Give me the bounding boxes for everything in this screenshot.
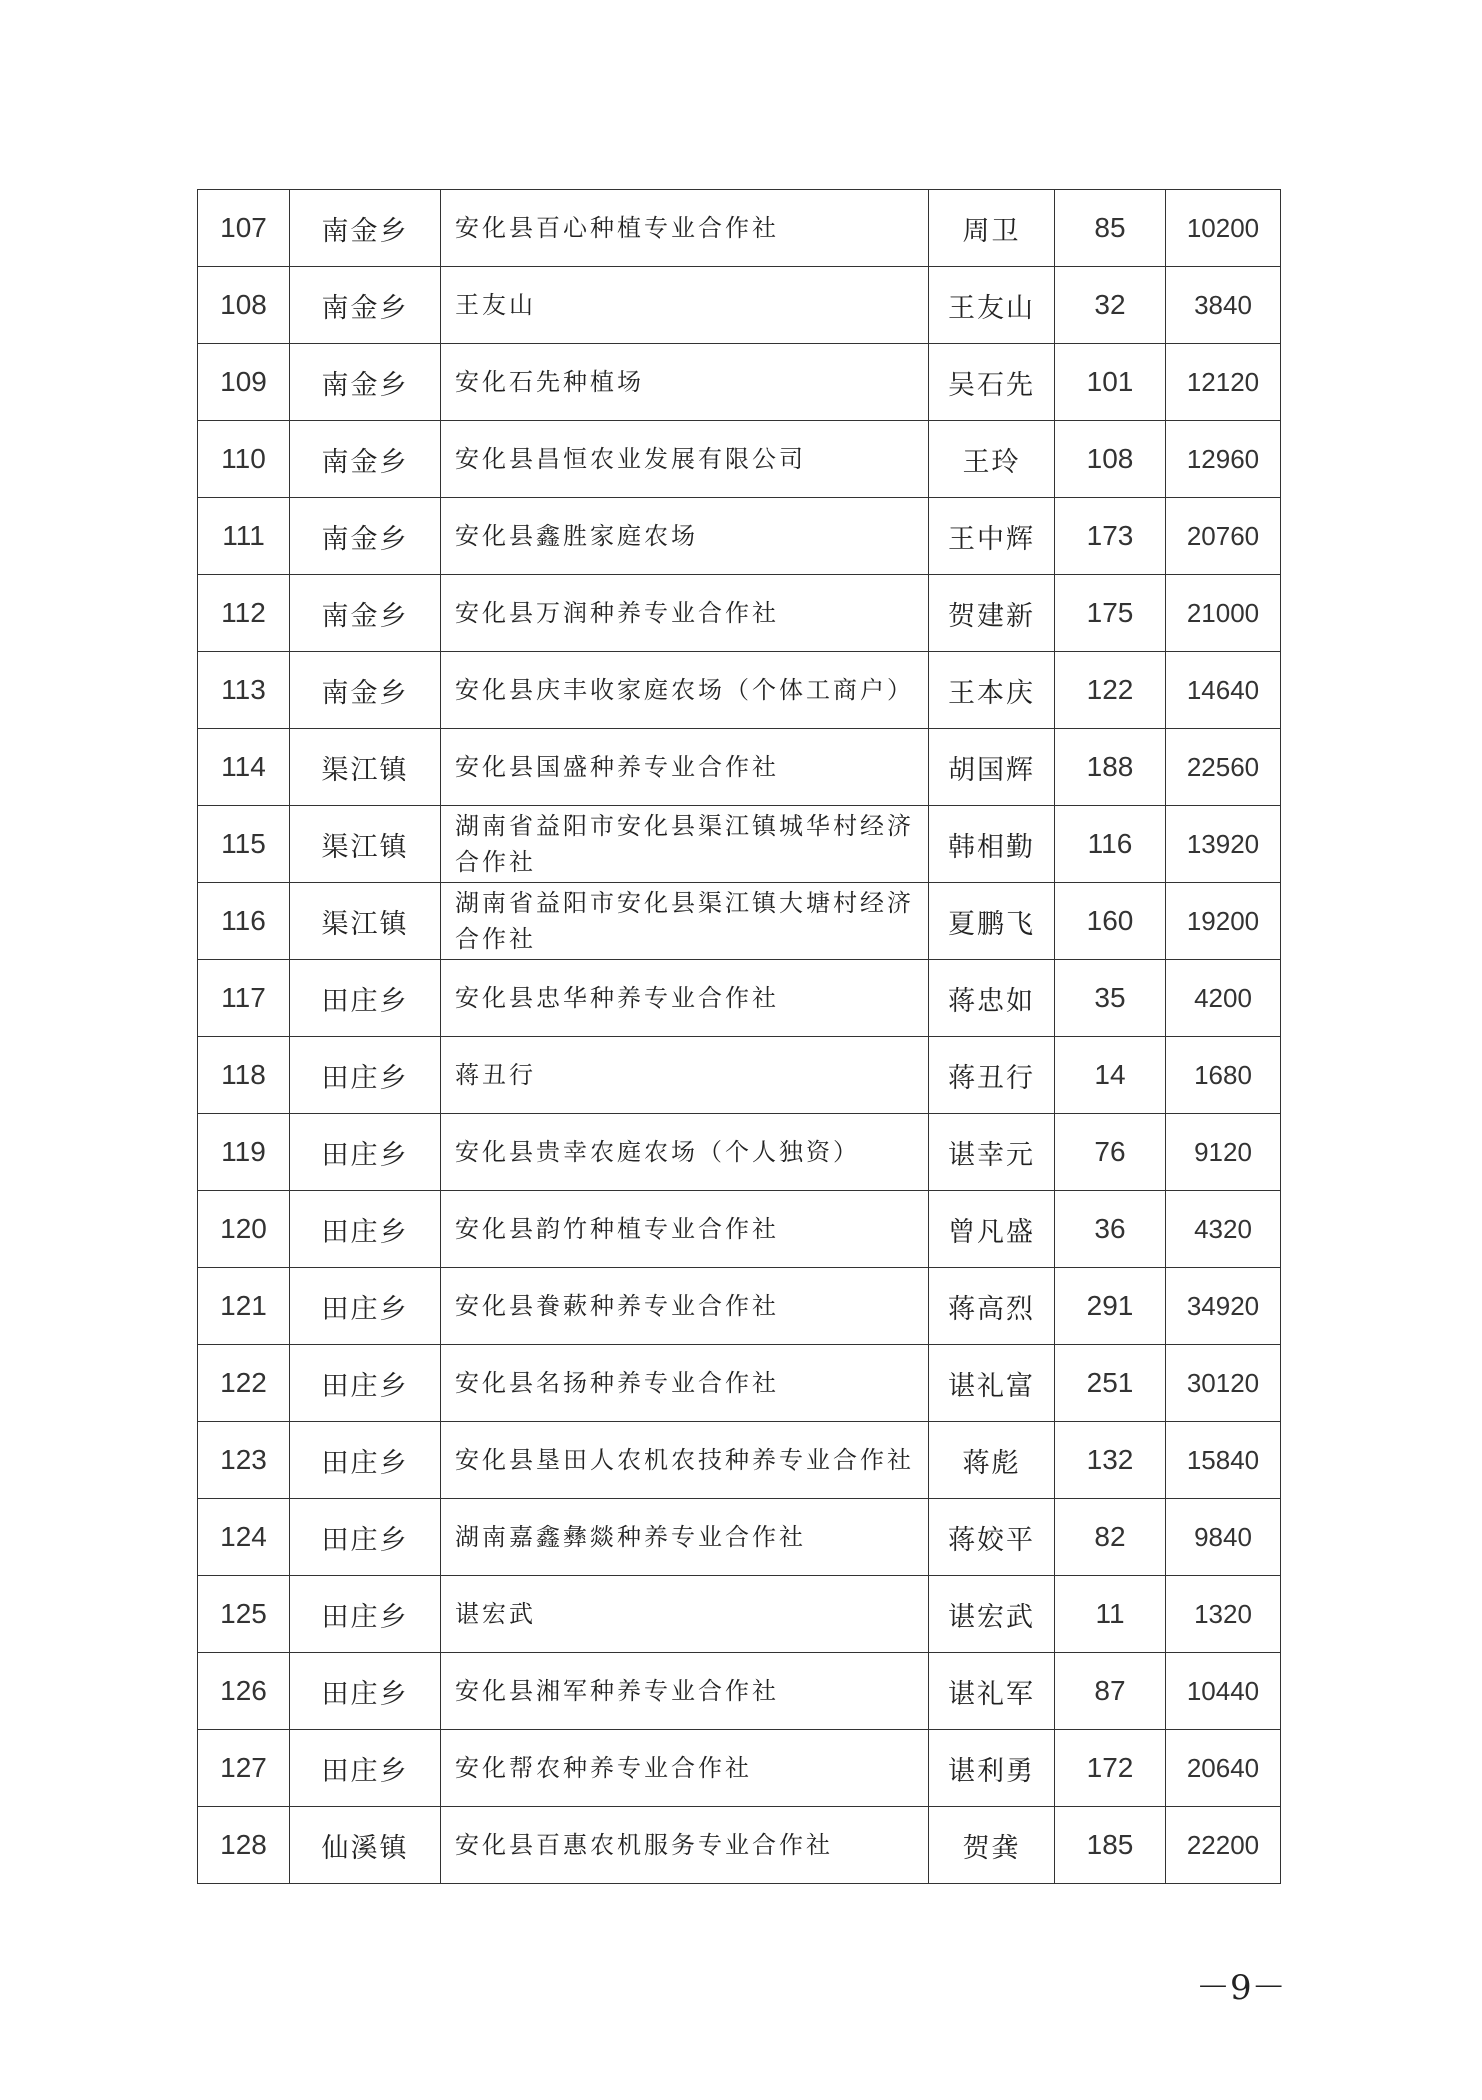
entity-name-cell: 蒋丑行	[441, 1037, 929, 1114]
row-number-cell: 126	[198, 1653, 290, 1730]
table-row	[198, 883, 1281, 960]
table-row	[198, 1576, 1281, 1653]
township-cell: 渠江镇	[290, 729, 441, 806]
amount-cell: 34920	[1166, 1268, 1281, 1345]
table-row	[198, 960, 1281, 1037]
amount-cell: 13920	[1166, 806, 1281, 883]
subsidy-table	[197, 189, 1281, 1884]
row-number-cell: 108	[198, 267, 290, 344]
row-number-cell: 120	[198, 1191, 290, 1268]
amount-cell: 14640	[1166, 652, 1281, 729]
township-cell: 田庄乡	[290, 1499, 441, 1576]
contact-person-cell: 曾凡盛	[929, 1191, 1055, 1268]
entity-name-cell: 安化帮农种养专业合作社	[441, 1730, 929, 1807]
contact-person-cell: 蒋彪	[929, 1422, 1055, 1499]
amount-cell: 12120	[1166, 344, 1281, 421]
table-row	[198, 1191, 1281, 1268]
amount-cell: 10440	[1166, 1653, 1281, 1730]
quantity-cell: 172	[1055, 1730, 1166, 1807]
entity-name-cell: 安化县垦田人农机农技种养专业合作社	[441, 1422, 929, 1499]
quantity-cell: 173	[1055, 498, 1166, 575]
quantity-cell: 87	[1055, 1653, 1166, 1730]
township-cell: 田庄乡	[290, 1191, 441, 1268]
amount-cell: 1680	[1166, 1037, 1281, 1114]
contact-person-cell: 谌幸元	[929, 1114, 1055, 1191]
row-number-cell: 107	[198, 190, 290, 267]
entity-name-cell: 安化县湘军种养专业合作社	[441, 1653, 929, 1730]
township-cell: 渠江镇	[290, 806, 441, 883]
row-number-cell: 112	[198, 575, 290, 652]
amount-cell: 15840	[1166, 1422, 1281, 1499]
entity-name-cell: 安化县万润种养专业合作社	[441, 575, 929, 652]
table-row	[198, 729, 1281, 806]
contact-person-cell: 蒋忠如	[929, 960, 1055, 1037]
contact-person-cell: 周卫	[929, 190, 1055, 267]
entity-name-cell: 安化县百惠农机服务专业合作社	[441, 1807, 929, 1884]
table-row	[198, 1114, 1281, 1191]
amount-cell: 20760	[1166, 498, 1281, 575]
township-cell: 田庄乡	[290, 1268, 441, 1345]
row-number-cell: 113	[198, 652, 290, 729]
quantity-cell: 35	[1055, 960, 1166, 1037]
entity-name-cell: 安化县韵竹种植专业合作社	[441, 1191, 929, 1268]
amount-cell: 10200	[1166, 190, 1281, 267]
table-row	[198, 498, 1281, 575]
quantity-cell: 32	[1055, 267, 1166, 344]
contact-person-cell: 王中辉	[929, 498, 1055, 575]
table-row	[198, 1730, 1281, 1807]
row-number-cell: 125	[198, 1576, 290, 1653]
table-row	[198, 1345, 1281, 1422]
amount-cell: 22560	[1166, 729, 1281, 806]
table-row	[198, 1037, 1281, 1114]
quantity-cell: 85	[1055, 190, 1166, 267]
township-cell: 南金乡	[290, 267, 441, 344]
contact-person-cell: 王本庆	[929, 652, 1055, 729]
amount-cell: 4200	[1166, 960, 1281, 1037]
entity-name-cell: 安化县国盛种养专业合作社	[441, 729, 929, 806]
contact-person-cell: 吴石先	[929, 344, 1055, 421]
row-number-cell: 116	[198, 883, 290, 960]
table-row	[198, 575, 1281, 652]
quantity-cell: 175	[1055, 575, 1166, 652]
contact-person-cell: 蒋姣平	[929, 1499, 1055, 1576]
entity-name-cell: 安化县鑫胜家庭农场	[441, 498, 929, 575]
table-row	[198, 1422, 1281, 1499]
quantity-cell: 76	[1055, 1114, 1166, 1191]
contact-person-cell: 韩相勤	[929, 806, 1055, 883]
township-cell: 田庄乡	[290, 1114, 441, 1191]
contact-person-cell: 谌礼富	[929, 1345, 1055, 1422]
quantity-cell: 188	[1055, 729, 1166, 806]
entity-name-cell: 安化县贵幸农庭农场（个人独资）	[441, 1114, 929, 1191]
amount-cell: 20640	[1166, 1730, 1281, 1807]
contact-person-cell: 谌宏武	[929, 1576, 1055, 1653]
quantity-cell: 108	[1055, 421, 1166, 498]
township-cell: 田庄乡	[290, 960, 441, 1037]
quantity-cell: 291	[1055, 1268, 1166, 1345]
row-number-cell: 119	[198, 1114, 290, 1191]
row-number-cell: 114	[198, 729, 290, 806]
amount-cell: 9840	[1166, 1499, 1281, 1576]
table-row	[198, 806, 1281, 883]
table-row	[198, 267, 1281, 344]
row-number-cell: 123	[198, 1422, 290, 1499]
page-number: －9－	[1196, 1968, 1286, 2008]
contact-person-cell: 贺建新	[929, 575, 1055, 652]
quantity-cell: 122	[1055, 652, 1166, 729]
contact-person-cell: 贺龚	[929, 1807, 1055, 1884]
entity-name-cell: 安化县名扬种养专业合作社	[441, 1345, 929, 1422]
amount-cell: 4320	[1166, 1191, 1281, 1268]
township-cell: 南金乡	[290, 575, 441, 652]
row-number-cell: 128	[198, 1807, 290, 1884]
row-number-cell: 111	[198, 498, 290, 575]
row-number-cell: 121	[198, 1268, 290, 1345]
contact-person-cell: 夏鹏飞	[929, 883, 1055, 960]
quantity-cell: 185	[1055, 1807, 1166, 1884]
row-number-cell: 124	[198, 1499, 290, 1576]
amount-cell: 1320	[1166, 1576, 1281, 1653]
quantity-cell: 11	[1055, 1576, 1166, 1653]
contact-person-cell: 胡国辉	[929, 729, 1055, 806]
contact-person-cell: 谌利勇	[929, 1730, 1055, 1807]
amount-cell: 3840	[1166, 267, 1281, 344]
row-number-cell: 117	[198, 960, 290, 1037]
amount-cell: 30120	[1166, 1345, 1281, 1422]
amount-cell: 19200	[1166, 883, 1281, 960]
entity-name-cell: 安化石先种植场	[441, 344, 929, 421]
amount-cell: 21000	[1166, 575, 1281, 652]
entity-name-cell: 谌宏武	[441, 1576, 929, 1653]
township-cell: 田庄乡	[290, 1576, 441, 1653]
table-row	[198, 1268, 1281, 1345]
row-number-cell: 109	[198, 344, 290, 421]
entity-name-cell: 王友山	[441, 267, 929, 344]
township-cell: 田庄乡	[290, 1730, 441, 1807]
amount-cell: 12960	[1166, 421, 1281, 498]
entity-name-cell: 安化县昌恒农业发展有限公司	[441, 421, 929, 498]
contact-person-cell: 蒋高烈	[929, 1268, 1055, 1345]
quantity-cell: 132	[1055, 1422, 1166, 1499]
entity-name-cell: 湖南省益阳市安化县渠江镇大塘村经济合作社	[441, 883, 929, 960]
entity-name-cell: 湖南嘉鑫彝燚种养专业合作社	[441, 1499, 929, 1576]
township-cell: 渠江镇	[290, 883, 441, 960]
quantity-cell: 116	[1055, 806, 1166, 883]
quantity-cell: 101	[1055, 344, 1166, 421]
table-row	[198, 1653, 1281, 1730]
entity-name-cell: 安化县百心种植专业合作社	[441, 190, 929, 267]
amount-cell: 22200	[1166, 1807, 1281, 1884]
township-cell: 田庄乡	[290, 1037, 441, 1114]
row-number-cell: 115	[198, 806, 290, 883]
township-cell: 南金乡	[290, 421, 441, 498]
township-cell: 田庄乡	[290, 1345, 441, 1422]
row-number-cell: 127	[198, 1730, 290, 1807]
table-row	[198, 190, 1281, 267]
contact-person-cell: 谌礼军	[929, 1653, 1055, 1730]
township-cell: 南金乡	[290, 344, 441, 421]
contact-person-cell: 王玲	[929, 421, 1055, 498]
table-row	[198, 1807, 1281, 1884]
entity-name-cell: 安化县忠华种养专业合作社	[441, 960, 929, 1037]
amount-cell: 9120	[1166, 1114, 1281, 1191]
entity-name-cell: 安化县庆丰收家庭农场（个体工商户）	[441, 652, 929, 729]
quantity-cell: 82	[1055, 1499, 1166, 1576]
entity-name-cell: 安化县飬蔌种养专业合作社	[441, 1268, 929, 1345]
table-row	[198, 421, 1281, 498]
table-row	[198, 652, 1281, 729]
quantity-cell: 14	[1055, 1037, 1166, 1114]
township-cell: 南金乡	[290, 652, 441, 729]
contact-person-cell: 王友山	[929, 267, 1055, 344]
quantity-cell: 36	[1055, 1191, 1166, 1268]
quantity-cell: 251	[1055, 1345, 1166, 1422]
row-number-cell: 110	[198, 421, 290, 498]
quantity-cell: 160	[1055, 883, 1166, 960]
row-number-cell: 122	[198, 1345, 290, 1422]
row-number-cell: 118	[198, 1037, 290, 1114]
table-row	[198, 1499, 1281, 1576]
township-cell: 仙溪镇	[290, 1807, 441, 1884]
entity-name-cell: 湖南省益阳市安化县渠江镇城华村经济合作社	[441, 806, 929, 883]
township-cell: 南金乡	[290, 498, 441, 575]
township-cell: 田庄乡	[290, 1422, 441, 1499]
township-cell: 田庄乡	[290, 1653, 441, 1730]
contact-person-cell: 蒋丑行	[929, 1037, 1055, 1114]
township-cell: 南金乡	[290, 190, 441, 267]
table-row	[198, 344, 1281, 421]
